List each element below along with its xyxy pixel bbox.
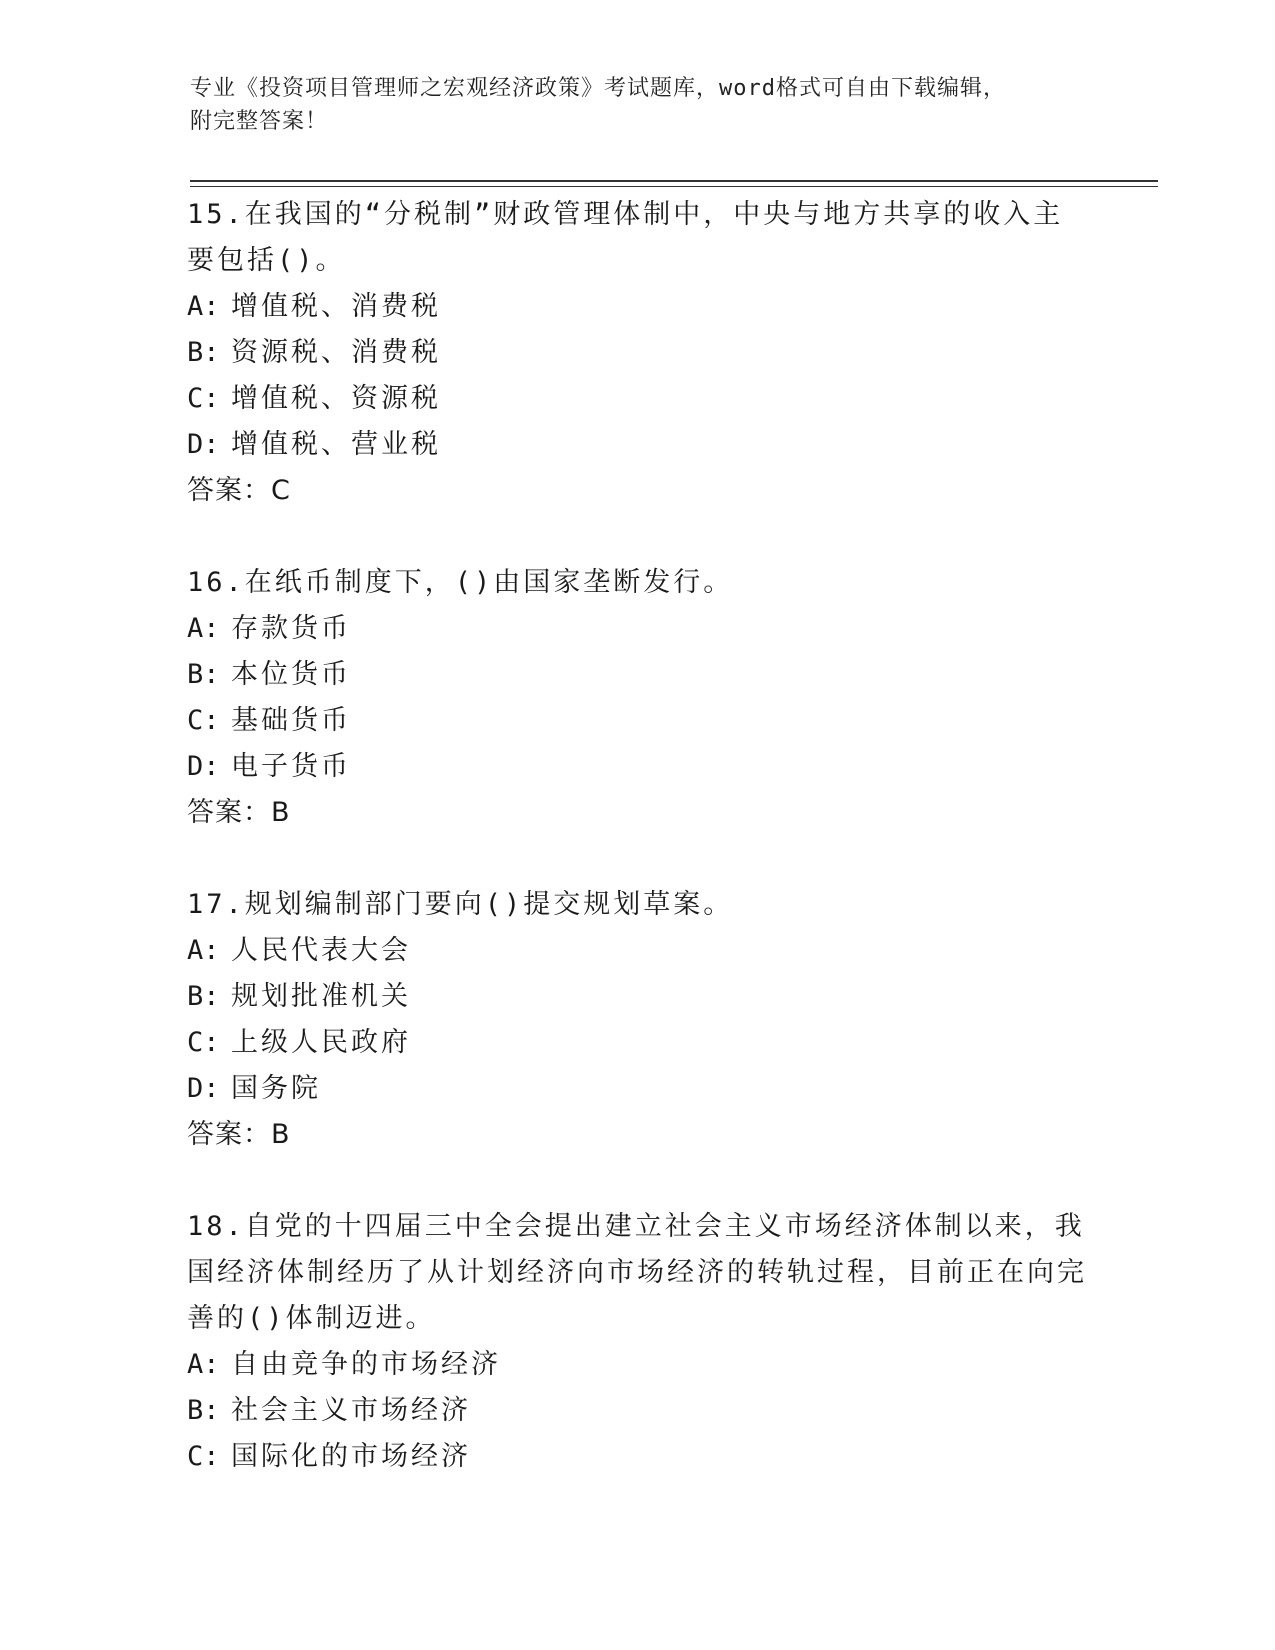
question-stem: 17.规划编制部门要向()提交规划草案。 [187,889,734,920]
option-b [187,652,1087,698]
option-letter: C: [187,1441,220,1472]
header-line-1: 专业《投资项目管理师之宏观经济政策》考试题库，word格式可自由下载编辑， [190,76,1006,101]
option-a [187,1342,1087,1388]
option-text: 增值税、营业税 [231,429,441,460]
question-18 [187,1204,1087,1480]
option-text: 国务院 [231,1073,321,1104]
option-b [187,1388,1087,1434]
option-letter: A: [187,1349,220,1380]
option-a [187,928,1087,974]
question-list [187,192,1087,1526]
option-text: 增值税、资源税 [231,383,441,414]
option-text: 存款货币 [231,613,351,644]
answer-label: 答案：B [187,1119,291,1150]
answer-label: 答案：C [187,475,291,506]
header-divider-thin [190,186,1158,187]
option-a [187,284,1087,330]
option-letter: C: [187,705,220,736]
question-stem: 18.自党的十四届三中全会提出建立社会主义市场经济体制以来，我国经济体制经历了从计划经济向市场经济的转轨过程，目前正在向完善的()体制迈进。 [187,1211,1087,1334]
option-b [187,330,1087,376]
option-d [187,422,1087,468]
option-letter: C: [187,1027,220,1058]
option-letter: B: [187,659,220,690]
answer-label: 答案：B [187,797,291,828]
question-16 [187,560,1087,836]
option-text: 自由竞争的市场经济 [231,1349,501,1380]
option-c [187,1434,1087,1480]
option-letter: A: [187,613,220,644]
option-c [187,376,1087,422]
option-text: 电子货币 [231,751,351,782]
option-text: 资源税、消费税 [231,337,441,368]
option-text: 国际化的市场经济 [231,1441,471,1472]
option-letter: D: [187,1073,220,1104]
option-letter: B: [187,981,220,1012]
option-text: 本位货币 [231,659,351,690]
option-c [187,698,1087,744]
option-text: 人民代表大会 [231,935,411,966]
document-header [190,72,1090,138]
option-text: 社会主义市场经济 [231,1395,471,1426]
option-b [187,974,1087,1020]
option-d [187,1066,1087,1112]
option-c [187,1020,1087,1066]
option-text: 增值税、消费税 [231,291,441,322]
option-letter: C: [187,383,220,414]
option-letter: B: [187,337,220,368]
option-d [187,744,1087,790]
question-15 [187,192,1087,514]
option-letter: B: [187,1395,220,1426]
option-text: 基础货币 [231,705,351,736]
question-17 [187,882,1087,1158]
option-text: 上级人民政府 [231,1027,411,1058]
option-letter: A: [187,291,220,322]
option-letter: D: [187,429,220,460]
question-stem: 15.在我国的“分税制”财政管理体制中，中央与地方共享的收入主要包括()。 [187,199,1064,276]
question-stem: 16.在纸币制度下，()由国家垄断发行。 [187,567,734,598]
option-letter: D: [187,751,220,782]
option-text: 规划批准机关 [231,981,411,1012]
header-divider-thick [190,180,1158,182]
header-line-2: 附完整答案！ [190,109,329,134]
option-a [187,606,1087,652]
option-letter: A: [187,935,220,966]
